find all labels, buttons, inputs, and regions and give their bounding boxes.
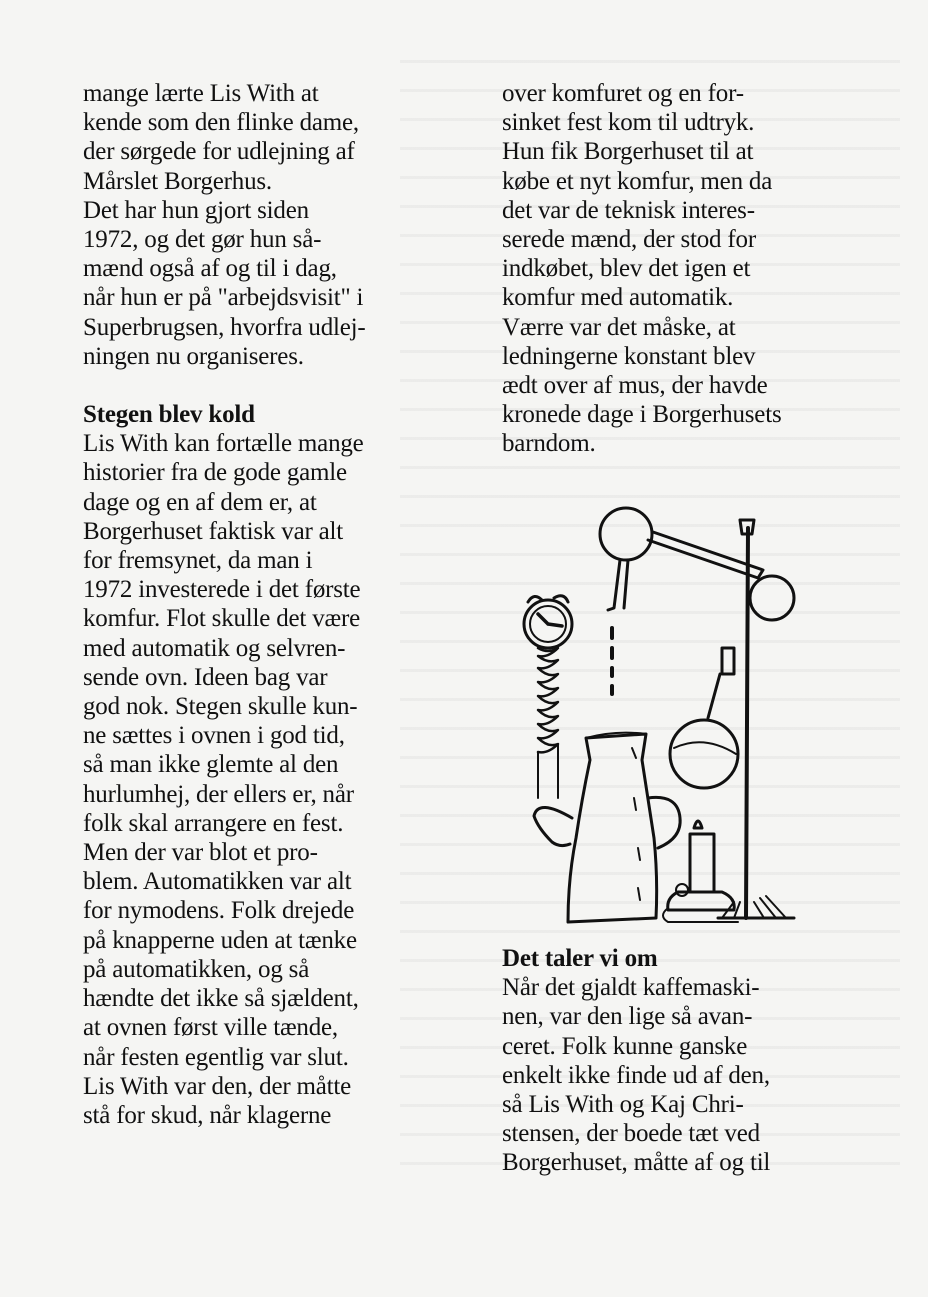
text-line: Men der var blot et pro-: [83, 839, 318, 867]
text-line: med automatik og selvren-: [83, 634, 346, 662]
flask-stopper: [722, 648, 734, 674]
text-line: nen, var den lige så avan-: [502, 1003, 753, 1031]
right-column-top: [502, 79, 832, 459]
section-heading-stegen: Stegen blev kold: [83, 401, 255, 429]
text-line: over komfuret og en for-: [502, 80, 744, 107]
flask-neck-left: [608, 560, 620, 610]
text-line: komfur med automatik.: [502, 284, 734, 312]
text-line: folk skal arrangere en fest.: [83, 809, 344, 837]
left-paragraph-1: [83, 79, 413, 371]
coffee-pot-spout: [534, 807, 572, 845]
text-line: hændte det ikke så sjældent,: [83, 985, 359, 1013]
right-column-bottom: [502, 944, 770, 1178]
paragraph-gap: [83, 371, 413, 400]
text-line: sinket fest kom til udtryk.: [502, 109, 755, 137]
text-line: stensen, der boede tæt ved: [502, 1120, 760, 1148]
text-line: hurlumhej, der ellers er, når: [83, 780, 354, 808]
coffee-pot-body: [568, 734, 657, 922]
text-line: blem. Automatikken var alt: [83, 868, 352, 896]
text-line: ne sættes i ovnen i god tid,: [83, 722, 345, 750]
text-line: ædt over af mus, der havde: [502, 372, 768, 400]
flask-liquid-line: [674, 742, 736, 754]
text-line: Borgerhuset, måtte af og til: [502, 1149, 771, 1177]
text-line: 1972 investerede i det første: [83, 576, 361, 604]
text-line: kronede dage i Borgerhusets: [502, 401, 782, 429]
text-line: dage og en af dem er, at: [83, 488, 317, 516]
text-line: der sørgede for udlejning af: [83, 138, 355, 166]
text-line: ledningerne konstant blev: [502, 342, 756, 370]
text-line: Mårslet Borgerhus.: [83, 167, 272, 195]
left-paragraph-2: [83, 429, 413, 1130]
text-line: komfur. Flot skulle det være: [83, 605, 361, 633]
text-line: mange lærte Lis With at: [83, 80, 319, 107]
flask-bulb-right: [750, 576, 794, 620]
text-line: for nymodens. Folk drejede: [83, 897, 355, 925]
section-heading-det-taler: Det taler vi om: [502, 945, 658, 972]
flask-bulb-left: [600, 508, 652, 560]
text-line: Borgerhuset faktisk var alt: [83, 517, 344, 545]
candle: [690, 834, 714, 892]
text-line: Superbrugsen, hvorfra udlej-: [83, 313, 366, 341]
text-line: indkøbet, blev det igen et: [502, 255, 751, 283]
coffee-machine-contraption-icon: [508, 498, 808, 934]
text-line: Når det gjaldt kaffemaski-: [502, 974, 760, 1002]
text-line: Lis With var den, der måtte: [83, 1072, 352, 1100]
text-line: serede mænd, der stod for: [502, 226, 756, 254]
text-line: for fremsynet, da man i: [83, 547, 313, 575]
text-line: på automatikken, og så: [83, 955, 310, 983]
text-line: på knapperne uden at tænke: [83, 926, 357, 954]
text-line: det var de teknisk interes-: [502, 196, 755, 224]
text-line: ningen nu organiseres.: [83, 342, 304, 370]
text-line: sende ovn. Ideen bag var: [83, 663, 328, 691]
text-line: stå for skud, når klagerne: [83, 1101, 332, 1129]
spring-coil: [538, 648, 558, 752]
text-line: mænd også af og til i dag,: [83, 255, 337, 283]
connecting-tube: [648, 532, 763, 578]
stand-rod: [746, 528, 748, 918]
text-line: ceret. Folk kunne ganske: [502, 1032, 748, 1060]
text-line: Lis With kan fortælle mange: [83, 430, 364, 458]
text-line: når festen egentlig var slut.: [83, 1043, 349, 1071]
text-line: 1972, og det gør hun så-: [83, 226, 322, 254]
text-line: så man ikke glemte al den: [83, 751, 339, 779]
text-line: kende som den flinke dame,: [83, 109, 359, 137]
text-line: Det har hun gjort siden: [83, 196, 309, 224]
flask-neck-stand: [708, 674, 720, 718]
text-line: enkelt ikke finde ud af den,: [502, 1061, 770, 1089]
text-line: at ovnen først ville tænde,: [83, 1014, 338, 1042]
flask-neck-left-2: [624, 560, 628, 608]
round-flask: [670, 720, 738, 788]
text-line: købe et nyt komfur, men da: [502, 167, 773, 195]
clock-hands: [538, 614, 562, 626]
text-line: Værre var det måske, at: [502, 313, 736, 341]
text-line: når hun er på "arbejdsvisit" i: [83, 284, 364, 312]
left-column: [83, 79, 413, 1130]
text-line: barndom.: [502, 430, 596, 458]
holder-ring: [676, 884, 688, 896]
text-line: Hun fik Borgerhuset til at: [502, 138, 754, 166]
text-line: historier fra de gode gamle: [83, 459, 347, 487]
pot-shading: [632, 748, 640, 900]
text-line: så Lis With og Kaj Chri-: [502, 1091, 744, 1119]
text-line: god nok. Stegen skulle kun-: [83, 693, 358, 721]
candle-flame: [694, 821, 702, 828]
